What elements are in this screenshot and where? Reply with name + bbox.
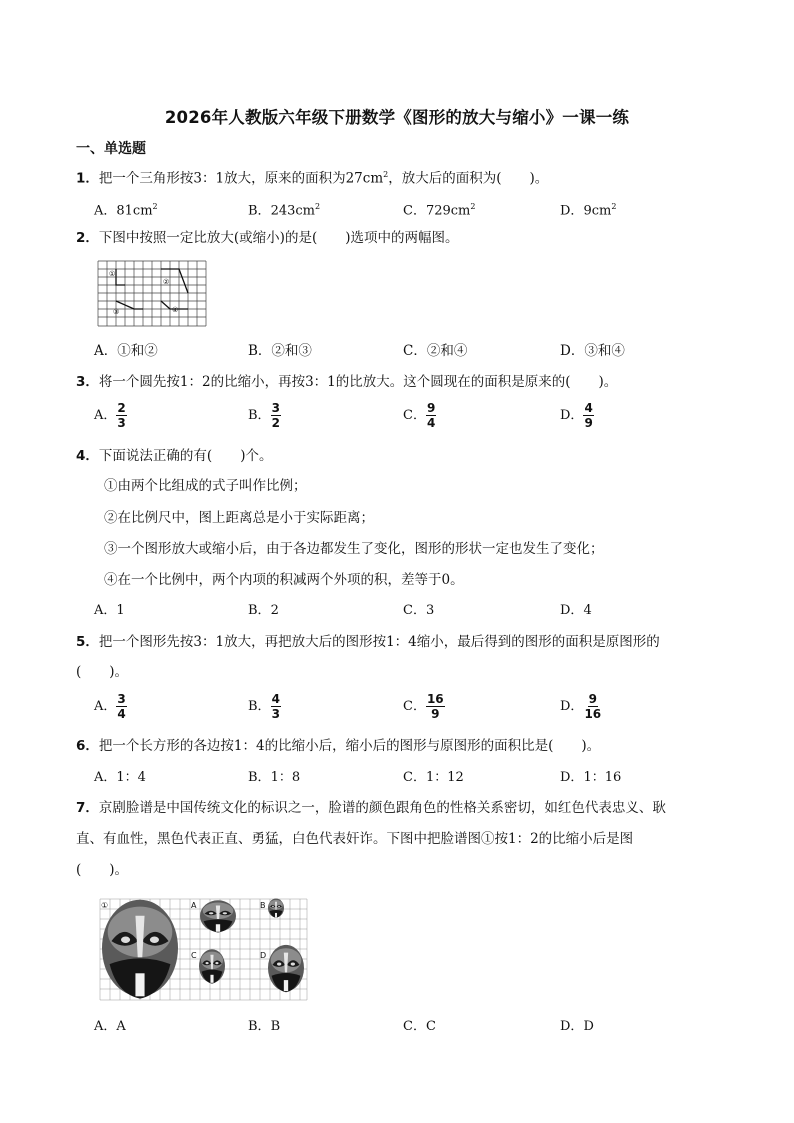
option-c[interactable]: C．C	[403, 1019, 436, 1034]
statement-2: ②在比例尺中，图上距离总是小于实际距离；	[104, 510, 374, 526]
page-title: 2026年人教版六年级下册数学《图形的放大与缩小》一课一练	[164, 108, 630, 127]
question-7: 7．京剧脸谱是中国传统文化的标识之一，脸谱的颜色跟角色的性格关系密切，如红色代表忠义、耿	[76, 800, 666, 816]
option-b[interactable]: B． $\frac{3}{2}$	[248, 401, 280, 430]
opera-mask-figure	[99, 898, 309, 1002]
question-number: 2．	[76, 230, 99, 246]
question-7-line-3: ( )。	[76, 862, 129, 878]
option-b[interactable]: B．2	[248, 603, 279, 618]
option-a[interactable]: A．①和②	[94, 343, 158, 359]
mask-d	[268, 945, 304, 992]
question-number: 3．	[76, 374, 99, 390]
section-heading: 一、单选题	[76, 141, 146, 157]
mask-1	[102, 900, 178, 999]
option-c[interactable]: C．$729cm^2$	[403, 202, 476, 219]
grid-figure	[97, 260, 207, 328]
mask-a	[200, 900, 236, 932]
statement-4: ④在一个比例中，两个内项的积减两个外项的积，差等于0。	[104, 572, 464, 588]
question-5: 5．把一个图形先按3：1放大，再把放大后的图形按1：4缩小，最后得到的图形的面积是原图形的	[76, 634, 660, 650]
mask-b	[268, 899, 284, 918]
figure-label-1: ①	[109, 270, 116, 278]
question-1: 1．把一个三角形按3：1放大，原来的面积为$27cm^2$，放大后的面积为( )。	[76, 170, 549, 187]
option-b[interactable]: B．②和③	[248, 343, 312, 359]
question-2: 2．下图中按照一定比放大(或缩小)的是( )选项中的两幅图。	[76, 230, 459, 246]
question-7-line-2: 直、有血性，黑色代表正直、勇猛，白色代表奸诈。下图中把脸谱图①按1：2的比缩小后是图	[76, 831, 634, 847]
option-d[interactable]: D． $\frac{9}{16}$	[560, 692, 602, 721]
figure-label-4: ④	[172, 306, 179, 314]
option-d[interactable]: D．$9cm^2$	[560, 202, 617, 219]
option-d[interactable]: D． $\frac{4}{9}$	[560, 401, 593, 430]
option-a[interactable]: A． $\frac{3}{4}$	[94, 692, 126, 721]
question-5-cont: ( )。	[76, 664, 129, 680]
option-c[interactable]: C．1：12	[403, 770, 464, 785]
option-a[interactable]: A．A	[94, 1019, 126, 1034]
option-a[interactable]: A． $\frac{2}{3}$	[94, 401, 126, 430]
figure-label-b: B	[260, 901, 266, 910]
option-c[interactable]: C．3	[403, 603, 435, 618]
statement-3: ③一个图形放大或缩小后，由于各边都发生了变化，图形的形状一定也发生了变化；	[104, 541, 604, 557]
question-4: 4．下面说法正确的有( )个。	[76, 448, 273, 464]
option-b[interactable]: B．$243cm^2$	[248, 202, 321, 219]
question-number: 7．	[76, 800, 99, 816]
figure-label-c: C	[191, 951, 197, 960]
option-d[interactable]: D．D	[560, 1019, 594, 1034]
option-b[interactable]: B．B	[248, 1019, 281, 1034]
option-c[interactable]: C．②和④	[403, 343, 468, 359]
option-d[interactable]: D．4	[560, 603, 592, 618]
option-c[interactable]: C． $\frac{9}{4}$	[403, 401, 436, 430]
figure-label-1: ①	[101, 901, 109, 910]
question-number: 5．	[76, 634, 99, 650]
figure-label-a: A	[191, 901, 197, 910]
option-b[interactable]: B．1：8	[248, 770, 301, 785]
question-3: 3．将一个圆先按1：2的比缩小，再按3：1的比放大。这个圆现在的面积是原来的( )。	[76, 374, 618, 390]
mask-c	[199, 949, 225, 983]
figure-label-d: D	[260, 951, 267, 960]
statement-1: ①由两个比组成的式子叫作比例；	[104, 478, 307, 494]
option-b[interactable]: B． $\frac{4}{3}$	[248, 692, 280, 721]
question-number: 4．	[76, 448, 99, 464]
option-d[interactable]: D．1：16	[560, 770, 622, 785]
option-a[interactable]: A．1	[94, 603, 125, 618]
option-a[interactable]: A．1：4	[94, 770, 146, 785]
question-number: 6．	[76, 738, 99, 754]
option-d[interactable]: D．③和④	[560, 343, 625, 359]
question-number: 1．	[76, 170, 99, 187]
figure-label-2: ②	[163, 278, 170, 286]
question-6: 6．把一个长方形的各边按1：4的比缩小后，缩小后的图形与原图形的面积比是( )。	[76, 738, 601, 754]
option-c[interactable]: C． $\frac{16}{9}$	[403, 692, 444, 721]
option-a[interactable]: A．$81cm^2$	[94, 202, 158, 219]
figure-label-3: ③	[113, 308, 120, 316]
